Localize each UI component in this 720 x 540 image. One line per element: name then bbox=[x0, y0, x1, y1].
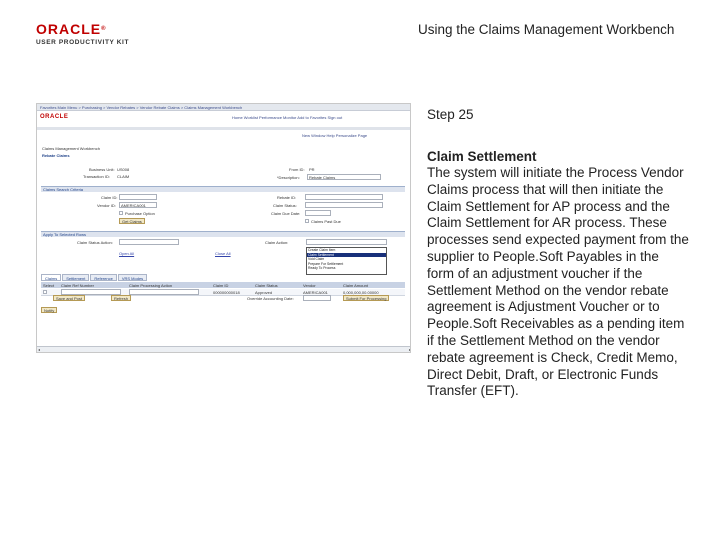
app-logo: ORACLE bbox=[40, 114, 69, 120]
processing-action-select[interactable] bbox=[129, 289, 199, 295]
claim-action-label: Claim Action: bbox=[265, 240, 289, 245]
rebate-id-input[interactable] bbox=[305, 194, 383, 200]
claims-past-due-checkbox[interactable] bbox=[305, 219, 309, 223]
close-all-link[interactable]: Close All bbox=[215, 251, 231, 256]
header-links[interactable]: Home Worklist Performance Monitor Add to Favorites Sign out bbox=[232, 115, 343, 120]
dropdown-option-selected[interactable]: Claim Settlement bbox=[307, 253, 386, 258]
scroll-left-icon[interactable]: ◂ bbox=[38, 347, 41, 352]
override-accounting-date-label: Override Accounting Date: bbox=[247, 296, 294, 301]
claim-action-select[interactable] bbox=[306, 239, 387, 245]
application-screenshot bbox=[36, 103, 411, 353]
claim-id-input[interactable] bbox=[119, 194, 157, 200]
get-claims-button[interactable]: Get Claims bbox=[119, 218, 145, 224]
page-links[interactable]: New Window Help Personalize Page bbox=[302, 133, 368, 138]
tab-claims[interactable]: Claims bbox=[41, 274, 61, 281]
purchase-option-checkbox[interactable] bbox=[119, 211, 123, 215]
from-id-value: PR bbox=[309, 167, 315, 172]
claim-id-label: Claim ID: bbox=[101, 195, 118, 200]
claim-due-date-input[interactable] bbox=[305, 210, 331, 216]
claim-status-label: Claim Status: bbox=[273, 203, 297, 208]
transaction-id-label: Transaction ID: bbox=[83, 174, 110, 179]
oracle-upk-logo bbox=[36, 21, 130, 48]
scroll-right-icon[interactable]: ▸ bbox=[408, 347, 411, 352]
row-vendor: AMERICA001 bbox=[303, 290, 328, 295]
purchase-option-label: Purchase Option bbox=[125, 211, 155, 216]
grid-col-vendor: Vendor bbox=[303, 283, 316, 288]
open-all-link[interactable]: Open All bbox=[119, 251, 135, 256]
business-unit-label: Business Unit: bbox=[89, 167, 115, 172]
tab-vrs-modes[interactable]: VRS Modes bbox=[118, 274, 147, 281]
rebate-id-label: Rebate ID: bbox=[277, 195, 297, 200]
grid-col-claim-id: Claim ID bbox=[213, 283, 229, 288]
step-heading: Claim Settlement bbox=[427, 149, 537, 164]
grid-col-claim-status: Claim Status bbox=[255, 283, 278, 288]
dropdown-option[interactable]: Prepare For Settlement bbox=[308, 261, 344, 266]
grid-tabs bbox=[41, 274, 148, 281]
vendor-id-input[interactable]: AMERICA001 bbox=[119, 202, 157, 208]
step-description: The system will initiate the Process Vendor Claims process that will then initiate the Claim Settlement for AP process and the Claim Settlement for AR process. These processes send expected payment from the supplier to People.Soft Payables in the form of an adjustment voucher if the Settlement Method on the vendor rebate agreement is Adjustment Voucher or to People.Soft Receivables as a pending item if the Settlement Method on the vendor rebate agreement is Check, Credit Memo, Direct Debit, Draft, or Electronic Funds Transfer (EFT). bbox=[427, 165, 689, 399]
transaction-id-value: CLAIM bbox=[117, 174, 130, 179]
row-claim-id: 000000000018 bbox=[213, 290, 240, 295]
document-title: Using the Claims Management Workbench bbox=[418, 22, 675, 37]
vendor-id-label: Vendor ID: bbox=[97, 203, 116, 208]
submit-for-processing-button[interactable]: Submit For Processing bbox=[343, 295, 389, 301]
row-claim-status: Approved bbox=[255, 290, 273, 295]
claim-status-action-select[interactable] bbox=[119, 239, 179, 245]
description-label: *Description: bbox=[277, 175, 300, 180]
step-label: Step 25 bbox=[427, 107, 474, 122]
notify-button[interactable]: Notify bbox=[41, 307, 57, 313]
business-unit-value: US008 bbox=[117, 167, 130, 172]
claim-due-date-label: Claim Due Date: bbox=[271, 211, 301, 216]
refresh-button[interactable]: Refresh bbox=[111, 295, 131, 301]
claim-action-dropdown[interactable] bbox=[306, 247, 387, 275]
claim-status-action-label: Claim Status Action: bbox=[77, 240, 113, 245]
page-title: Rebate Claims bbox=[42, 153, 70, 158]
save-and-post-button[interactable]: Save and Post bbox=[53, 295, 85, 301]
grid-header bbox=[41, 282, 405, 288]
override-accounting-date-input[interactable] bbox=[303, 295, 331, 301]
horizontal-scrollbar[interactable] bbox=[37, 346, 411, 352]
dropdown-option[interactable]: Ready To Process bbox=[308, 266, 336, 271]
description-input[interactable]: Rebate Claims bbox=[307, 174, 381, 180]
grid-col-select: Select bbox=[43, 283, 55, 288]
grid-col-processing-action: Claim Processing Action bbox=[129, 283, 173, 288]
tab-reference[interactable]: Reference bbox=[90, 274, 116, 281]
search-criteria-section[interactable]: Claims Search Criteria bbox=[41, 186, 405, 192]
grid-col-claim-amount: Claim Amount bbox=[343, 283, 368, 288]
sub-header-bar bbox=[37, 127, 411, 130]
logo-subtitle: USER PRODUCTIVITY KIT bbox=[36, 39, 130, 46]
row-select-checkbox[interactable] bbox=[43, 290, 47, 294]
tab-settlement[interactable]: Settlement bbox=[62, 274, 89, 281]
dropdown-option[interactable]: Create Claim Item bbox=[308, 248, 336, 252]
claims-past-due-label: Claims Past Due bbox=[311, 219, 341, 224]
claim-status-select[interactable] bbox=[305, 202, 383, 208]
apply-to-rows-section[interactable]: Apply To Selected Rows bbox=[41, 231, 405, 237]
dropdown-option[interactable]: Void Claim bbox=[308, 257, 325, 262]
breadcrumb: Favorites Main Menu > Purchasing > Vendor Rebates > Vendor Rebate Claims > Claims Management Workbench bbox=[37, 104, 411, 111]
page-crumb: Claims Management Workbench bbox=[42, 146, 100, 151]
logo-brand: ORACLE® bbox=[36, 21, 107, 37]
row-claim-amount: 0,000,000,00.00000 bbox=[343, 290, 379, 295]
grid-col-claim-ref: Claim Ref Number bbox=[61, 283, 94, 288]
from-id-label: From ID: bbox=[289, 167, 305, 172]
